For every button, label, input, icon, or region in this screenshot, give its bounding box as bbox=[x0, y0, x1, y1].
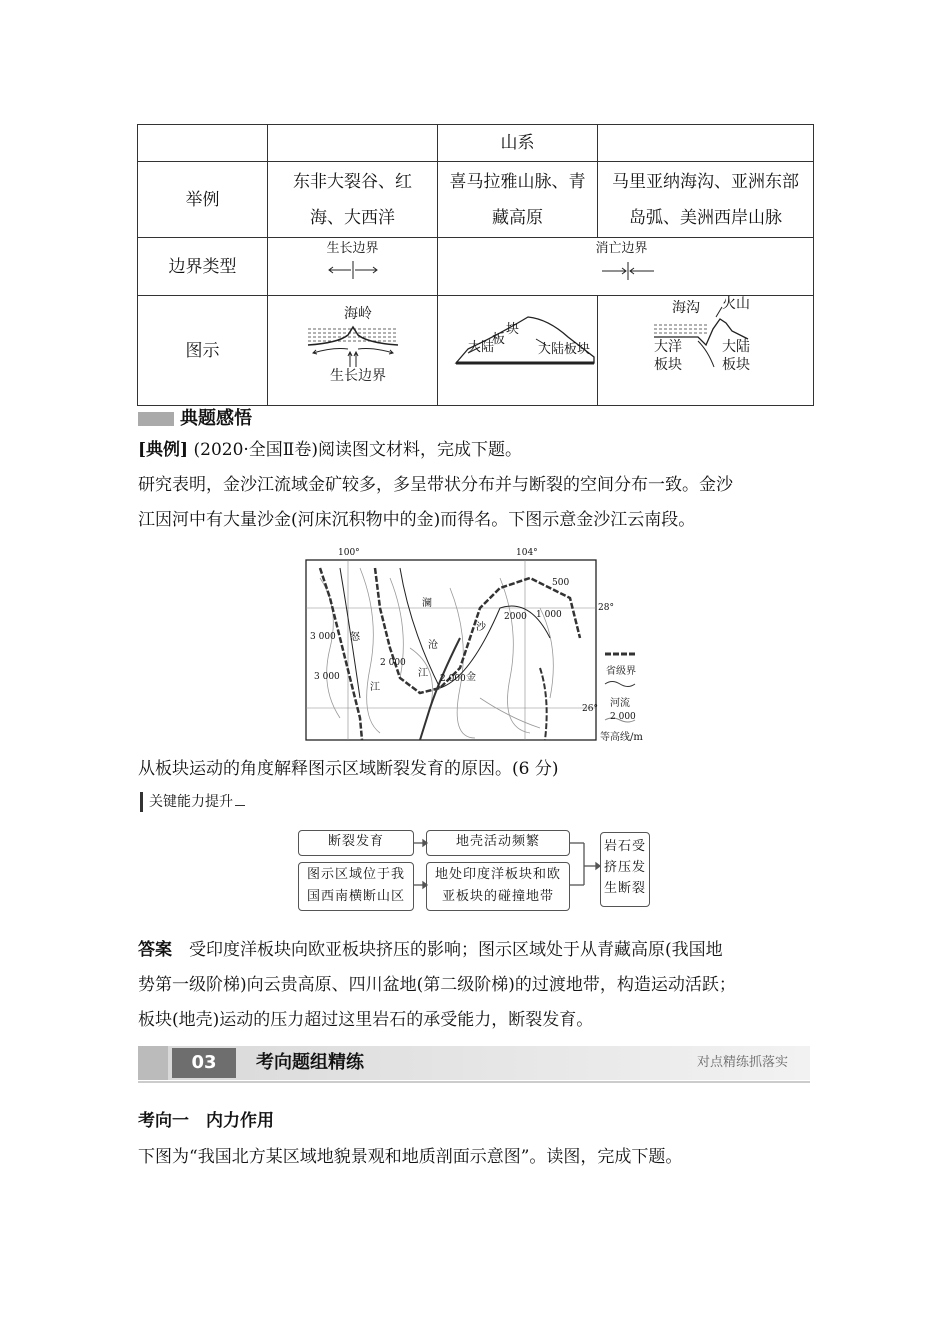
lat-label-26: 26° bbox=[582, 704, 598, 714]
example-source-line bbox=[138, 433, 818, 468]
legend-province: 省级界 bbox=[606, 666, 636, 677]
contour-label: 1 000 bbox=[536, 610, 562, 620]
contour-label: 2000 bbox=[504, 612, 527, 622]
flow-box-result: 岩石受 挤压发 生断裂 bbox=[600, 832, 650, 907]
contour-label: 3 000 bbox=[310, 632, 336, 642]
river-label: 江 bbox=[370, 682, 380, 693]
jinsha-river-map bbox=[300, 548, 660, 746]
river-label: 怒 bbox=[350, 632, 360, 643]
table-cell bbox=[268, 238, 438, 296]
question-text: 从板块运动的角度解释图示区域断裂发育的原因。(6 分) bbox=[138, 759, 559, 779]
contour-label: 3 000 bbox=[314, 672, 340, 682]
growth-boundary-icon bbox=[323, 259, 383, 281]
table-cell bbox=[438, 162, 598, 238]
example-source: (2020·全国Ⅱ卷)阅读图文材料，完成下题。 bbox=[193, 440, 522, 460]
section-number: 03 bbox=[172, 1048, 236, 1078]
legend-contour-number: 2 000 bbox=[610, 712, 636, 722]
river-label: 澜 bbox=[422, 598, 432, 609]
ridge-label: 海岭 bbox=[344, 306, 372, 322]
banner-underline bbox=[138, 1081, 810, 1083]
river-label: 金 bbox=[466, 672, 476, 683]
answer-line-3: 板块(地壳)运动的压力超过这里岩石的承受能力，断裂发育。 bbox=[138, 1010, 594, 1030]
topic-heading: 考向一 内力作用 bbox=[138, 1111, 274, 1131]
table-cell bbox=[268, 162, 438, 238]
flow-box-crust: 地壳活动频繁 bbox=[426, 830, 570, 856]
growth-boundary-label: 生长边界 bbox=[326, 241, 379, 256]
example-divergent: 东非大裂谷、红海、大西洋 bbox=[293, 171, 412, 228]
section-bar bbox=[138, 412, 174, 426]
example-tag: [典例] bbox=[138, 440, 189, 460]
lat-label-28: 28° bbox=[598, 603, 614, 613]
flow-box-collision: 地处印度洋板块和欧 亚板块的碰撞地带 bbox=[426, 862, 570, 911]
river-label: 江 bbox=[418, 668, 428, 679]
answer-label: 答案 bbox=[138, 940, 172, 960]
continent-plate-line2: 板块 bbox=[722, 357, 750, 373]
example-subduction: 马里亚纳海沟、亚洲东部岛弧、美洲西岸山脉 bbox=[612, 171, 799, 228]
table-cell bbox=[438, 296, 598, 406]
continent-plate-line1: 大陆 bbox=[722, 339, 750, 355]
example-paragraph-1: 研究表明，金沙江流域金矿较多，多呈带状分布并与断裂的空间分布一致。金沙 bbox=[138, 475, 733, 495]
destructive-boundary-icon bbox=[598, 260, 658, 282]
table-cell: 山系 bbox=[438, 125, 598, 162]
section-subtitle: 对点精练抓落实 bbox=[696, 1055, 788, 1070]
contour-label: 2 000 bbox=[440, 674, 466, 684]
contour-label: 2 000 bbox=[380, 658, 406, 668]
trench-label: 海沟 bbox=[672, 300, 700, 316]
volcano-label: 火山 bbox=[722, 296, 750, 312]
collision-label-c: 块 bbox=[506, 322, 520, 337]
collision-label-b: 板 bbox=[492, 332, 506, 347]
ocean-plate-line1: 大洋 bbox=[654, 339, 682, 355]
ocean-plate-line2: 板块 bbox=[654, 357, 682, 373]
topic-intro: 下图为“我国北方某区域地貌景观和地质剖面示意图”。读图，完成下题。 bbox=[138, 1147, 683, 1167]
section-heading-examples: 典题感悟 bbox=[138, 404, 252, 430]
destructive-boundary-label: 消亡边界 bbox=[595, 241, 648, 256]
table-cell bbox=[138, 125, 268, 162]
section-title: 考向题组精练 bbox=[256, 1052, 364, 1073]
table-cell bbox=[598, 296, 814, 406]
example-paragraph-2: 江因河中有大量沙金(河床沉积物中的金)而得名。下图示意金沙江云南段。 bbox=[138, 510, 696, 530]
river-label: 沧 bbox=[428, 640, 438, 651]
flow-box-location: 图示区域位于我 国西南横断山区 bbox=[298, 862, 414, 911]
section-banner bbox=[138, 1046, 810, 1080]
contour-label: 500 bbox=[552, 578, 570, 588]
table-cell bbox=[268, 296, 438, 406]
ability-heading: 关键能力提升 bbox=[140, 792, 245, 812]
answer-line-1: 答案 受印度洋板块向欧亚板块挤压的影响；图示区域处于从青藏高原(我国地 bbox=[138, 940, 723, 960]
table-cell bbox=[595, 238, 814, 296]
row-label: 图示 bbox=[138, 296, 268, 406]
lon-label-104: 104° bbox=[516, 548, 538, 558]
collision-label-a: 大陆 bbox=[468, 340, 495, 355]
table-cell bbox=[268, 125, 438, 162]
plate-boundary-table bbox=[137, 124, 814, 406]
lon-label-100: 100° bbox=[338, 548, 360, 558]
example-collision: 喜马拉雅山脉、青藏高原 bbox=[449, 171, 586, 228]
row-label: 边界类型 bbox=[138, 238, 268, 296]
table-cell bbox=[438, 238, 598, 296]
legend-contour: 等高线/m bbox=[600, 732, 643, 743]
banner-left-block bbox=[138, 1046, 168, 1080]
map-graphic bbox=[300, 548, 660, 746]
river-label: 沙 bbox=[476, 622, 486, 633]
collision-label-d: 大陆板块 bbox=[538, 342, 591, 357]
row-label: 举例 bbox=[138, 162, 268, 238]
answer-line-2: 势第一级阶梯)向云贵高原、四川盆地(第二级阶梯)的过渡地带，构造运动活跃； bbox=[138, 975, 736, 995]
growth-boundary-caption: 生长边界 bbox=[330, 368, 386, 384]
table-cell bbox=[598, 125, 814, 162]
subduction-diagram bbox=[598, 297, 813, 405]
table-cell bbox=[598, 162, 814, 238]
flow-box-fault: 断裂发育 bbox=[298, 830, 414, 856]
legend-river: 河流 bbox=[610, 698, 630, 709]
